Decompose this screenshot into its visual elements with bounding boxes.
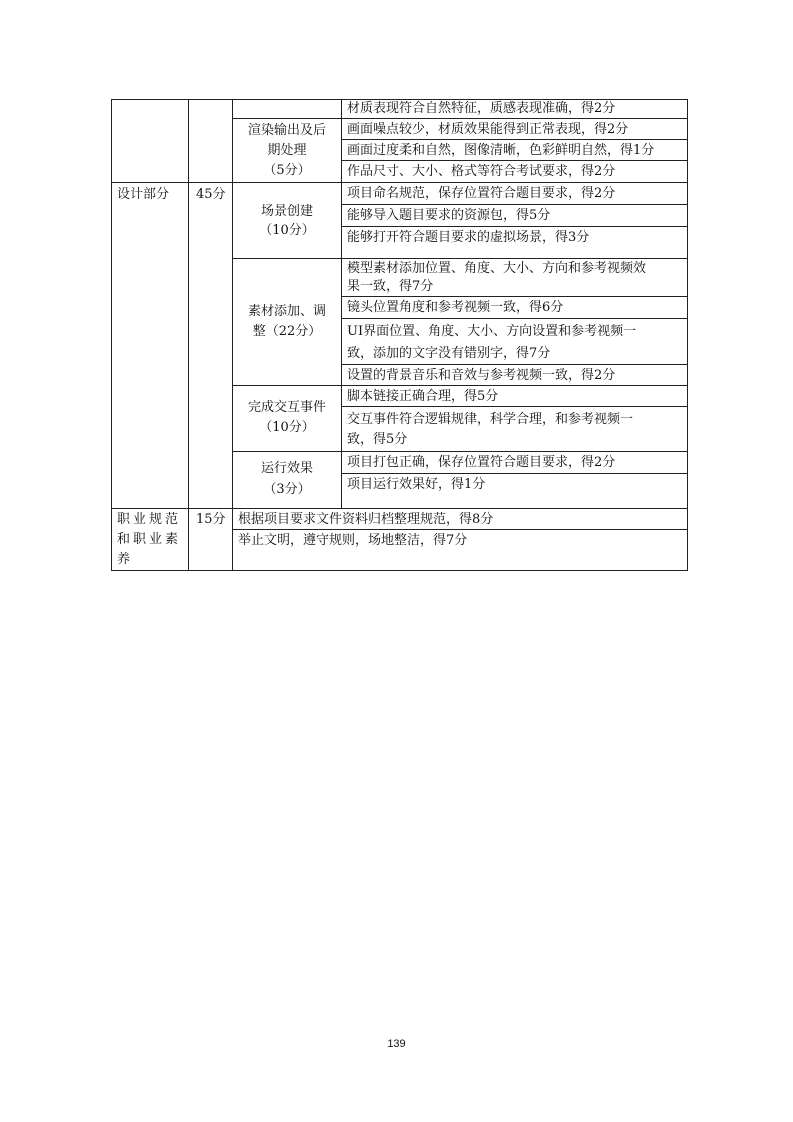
criterion-text: 举止文明，遵守规则，场地整洁，得7分 (238, 533, 468, 548)
category-label: 养 (117, 552, 131, 567)
criterion-text: 能够导入题目要求的资源包，得5分 (347, 208, 551, 223)
category-score-divider (188, 99, 189, 571)
section-separator (111, 508, 688, 509)
criterion-text: 画面噪点较少，材质效果能得到正常表现，得2分 (347, 122, 629, 137)
row-separator (232, 118, 688, 119)
row-separator (341, 160, 688, 161)
row-separator (341, 226, 688, 227)
criterion-text: UI界面位置、角度、大小、方向设置和参考视频一 (347, 324, 637, 339)
category-score: 45分 (196, 187, 226, 202)
subitem-score: （10分） (259, 420, 315, 435)
criterion-text: 画面过度柔和自然，图像清晰，色彩鲜明自然，得1分 (347, 143, 655, 158)
criterion-text: 根据项目要求文件资料归档整理规范，得8分 (238, 512, 494, 527)
criterion-text: 交互事件符合逻辑规律，科学合理，和参考视频一 (347, 412, 634, 427)
subitem-score: （10分） (259, 223, 315, 238)
row-separator (341, 364, 688, 365)
category-score: 15分 (196, 512, 226, 527)
row-separator (341, 296, 688, 297)
criterion-text: 模型素材添加位置、角度、大小、方向和参考视频效 (347, 261, 647, 276)
subitem-name: 渲染输出及后 (247, 123, 326, 138)
criterion-text: 设置的背景音乐和音效与参考视频一致，得2分 (347, 368, 616, 383)
criterion-text: 果一致，得7分 (347, 279, 434, 294)
subitem-name: 整（22分） (252, 324, 322, 339)
criterion-text: 项目命名规范，保存位置符合题目要求，得2分 (347, 186, 616, 201)
criterion-text: 项目打包正确，保存位置符合题目要求，得2分 (347, 455, 616, 470)
page-number: 139 (387, 1038, 406, 1050)
row-separator (341, 139, 688, 140)
table-bottom-border (111, 570, 688, 571)
criterion-text: 镜头位置角度和参考视频一致，得6分 (347, 300, 564, 315)
table-right-border (687, 99, 688, 571)
category-label: 设计部分 (117, 187, 170, 202)
criterion-text: 脚本链接正确合理，得5分 (347, 389, 499, 404)
criterion-text: 致，得5分 (347, 432, 408, 447)
subitem-score: （3分） (263, 482, 311, 497)
section-separator (111, 182, 688, 183)
criterion-text: 作品尺寸、大小、格式等符合考试要求，得2分 (347, 164, 616, 179)
row-separator (341, 318, 688, 319)
table-left-border (111, 99, 112, 571)
row-separator (341, 204, 688, 205)
criterion-text: 致，添加的文字没有错别字，得7分 (347, 346, 551, 361)
row-separator (232, 529, 688, 530)
subitem-name: 场景创建 (260, 204, 313, 219)
subitem-name: 运行效果 (260, 461, 313, 476)
subitem-name: 完成交互事件 (247, 400, 326, 415)
subitem-name: 素材添加、调 (247, 304, 326, 319)
category-label: 和职业素 (117, 532, 182, 547)
row-separator (341, 406, 688, 407)
row-separator (341, 473, 688, 474)
group-separator (232, 385, 688, 386)
subitem-score: （5分） (263, 163, 311, 178)
subitem-name: 期处理 (267, 143, 307, 158)
group-separator (232, 451, 688, 452)
criterion-text: 材质表现符合自然特征，质感表现准确，得2分 (347, 101, 616, 116)
category-label: 职业规范 (117, 512, 182, 527)
criterion-text: 项目运行效果好，得1分 (347, 477, 486, 492)
criterion-text: 能够打开符合题目要求的虚拟场景，得3分 (347, 230, 590, 245)
